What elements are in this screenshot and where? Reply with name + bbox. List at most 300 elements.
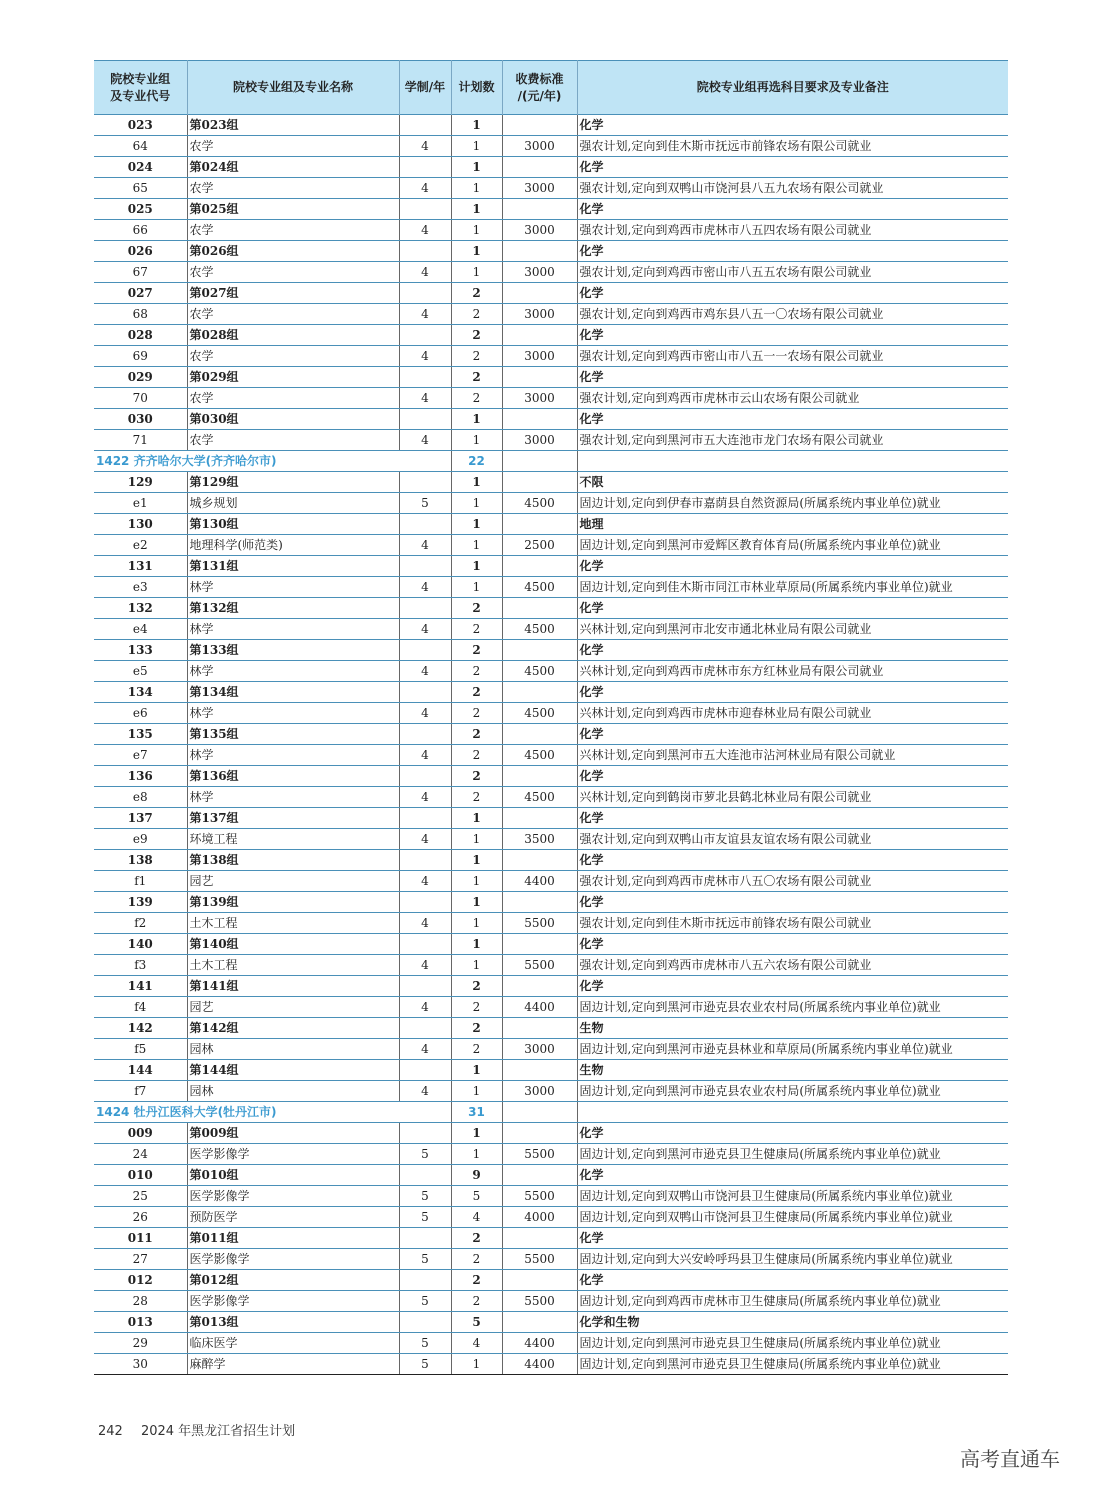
name-cell: 第013组 — [187, 1312, 399, 1333]
major-row — [94, 535, 1008, 556]
plan-cell: 1 — [451, 514, 502, 535]
years-cell: 5 — [399, 1291, 451, 1312]
school-plan-total: 31 — [451, 1102, 502, 1123]
name-cell: 第133组 — [187, 640, 399, 661]
group-row — [94, 934, 1008, 955]
name-cell: 林学 — [187, 577, 399, 598]
fee-cell — [502, 115, 577, 136]
note-cell: 固边计划,定向到黑河市逊克县农业农村局(所属系统内事业单位)就业 — [577, 997, 1008, 1018]
note-cell: 强农计划,定向到双鸭山市饶河县八五九农场有限公司就业 — [577, 178, 1008, 199]
plan-cell: 2 — [451, 640, 502, 661]
name-cell: 第023组 — [187, 115, 399, 136]
major-row — [94, 787, 1008, 808]
note-cell: 化学 — [577, 724, 1008, 745]
name-cell: 第012组 — [187, 1270, 399, 1291]
name-cell: 林学 — [187, 703, 399, 724]
major-row — [94, 136, 1008, 157]
code-cell: 027 — [94, 283, 187, 304]
plan-cell: 2 — [451, 1270, 502, 1291]
fee-cell — [502, 325, 577, 346]
years-cell: 4 — [399, 829, 451, 850]
fee-cell — [502, 556, 577, 577]
note-cell: 强农计划,定向到鸡西市鸡东县八五一〇农场有限公司就业 — [577, 304, 1008, 325]
name-cell: 第131组 — [187, 556, 399, 577]
plan-cell: 2 — [451, 304, 502, 325]
code-cell: 009 — [94, 1123, 187, 1144]
group-row — [94, 409, 1008, 430]
code-cell: 25 — [94, 1186, 187, 1207]
note-cell: 强农计划,定向到鸡西市虎林市八五四农场有限公司就业 — [577, 220, 1008, 241]
code-cell: 140 — [94, 934, 187, 955]
note-cell: 固边计划,定向到大兴安岭呼玛县卫生健康局(所属系统内事业单位)就业 — [577, 1249, 1008, 1270]
fee-cell — [502, 808, 577, 829]
code-cell: 30 — [94, 1354, 187, 1375]
code-cell: 67 — [94, 262, 187, 283]
years-cell — [399, 598, 451, 619]
years-cell: 4 — [399, 430, 451, 451]
code-cell: 130 — [94, 514, 187, 535]
years-cell — [399, 409, 451, 430]
fee-cell — [502, 1270, 577, 1291]
years-cell — [399, 514, 451, 535]
school-name: 1422 齐齐哈尔大学(齐齐哈尔市) — [94, 451, 451, 472]
major-row — [94, 304, 1008, 325]
plan-cell: 1 — [451, 871, 502, 892]
years-cell: 4 — [399, 262, 451, 283]
fee-cell — [502, 514, 577, 535]
code-cell: f2 — [94, 913, 187, 934]
fee-cell: 5500 — [502, 1249, 577, 1270]
fee-cell: 3000 — [502, 304, 577, 325]
code-cell: 138 — [94, 850, 187, 871]
major-row — [94, 829, 1008, 850]
code-cell: 142 — [94, 1018, 187, 1039]
empty-cell — [577, 1102, 1008, 1123]
plan-cell: 1 — [451, 1123, 502, 1144]
header-notes: 院校专业组再选科目要求及专业备注 — [577, 61, 1008, 115]
major-row — [94, 997, 1008, 1018]
fee-cell: 4400 — [502, 871, 577, 892]
fee-cell — [502, 766, 577, 787]
name-cell: 第136组 — [187, 766, 399, 787]
name-cell: 第142组 — [187, 1018, 399, 1039]
watermark-text: 高考直通车 — [960, 1447, 1060, 1471]
page-number: 242 — [98, 1424, 123, 1439]
note-cell: 化学 — [577, 640, 1008, 661]
plan-cell: 1 — [451, 178, 502, 199]
plan-cell: 1 — [451, 1144, 502, 1165]
major-row — [94, 661, 1008, 682]
fee-cell: 3000 — [502, 136, 577, 157]
name-cell: 医学影像学 — [187, 1186, 399, 1207]
major-row — [94, 619, 1008, 640]
note-cell: 化学和生物 — [577, 1312, 1008, 1333]
major-row — [94, 1186, 1008, 1207]
fee-cell: 3000 — [502, 220, 577, 241]
plan-cell: 2 — [451, 1018, 502, 1039]
note-cell: 强农计划,定向到黑河市五大连池市龙门农场有限公司就业 — [577, 430, 1008, 451]
years-cell — [399, 367, 451, 388]
plan-cell: 2 — [451, 1039, 502, 1060]
name-cell: 林学 — [187, 787, 399, 808]
fee-cell: 3000 — [502, 1081, 577, 1102]
fee-cell: 3000 — [502, 178, 577, 199]
name-cell: 林学 — [187, 661, 399, 682]
years-cell: 4 — [399, 136, 451, 157]
code-cell: 66 — [94, 220, 187, 241]
group-row — [94, 850, 1008, 871]
fee-cell — [502, 367, 577, 388]
fee-cell — [502, 1018, 577, 1039]
group-row — [94, 1270, 1008, 1291]
name-cell: 临床医学 — [187, 1333, 399, 1354]
years-cell — [399, 283, 451, 304]
fee-cell — [502, 850, 577, 871]
plan-cell: 2 — [451, 976, 502, 997]
major-row — [94, 1039, 1008, 1060]
plan-cell: 2 — [451, 619, 502, 640]
fee-cell: 4500 — [502, 787, 577, 808]
plan-cell: 1 — [451, 136, 502, 157]
note-cell: 固边计划,定向到鸡西市虎林市卫生健康局(所属系统内事业单位)就业 — [577, 1291, 1008, 1312]
years-cell: 4 — [399, 1081, 451, 1102]
fee-cell: 4500 — [502, 661, 577, 682]
plan-cell: 1 — [451, 913, 502, 934]
name-cell: 第029组 — [187, 367, 399, 388]
plan-cell: 1 — [451, 934, 502, 955]
name-cell: 园艺 — [187, 997, 399, 1018]
note-cell: 化学 — [577, 766, 1008, 787]
plan-cell: 2 — [451, 1249, 502, 1270]
code-cell: e4 — [94, 619, 187, 640]
group-row — [94, 766, 1008, 787]
code-cell: 27 — [94, 1249, 187, 1270]
note-cell: 固边计划,定向到黑河市逊克县农业农村局(所属系统内事业单位)就业 — [577, 1081, 1008, 1102]
fee-cell: 3000 — [502, 262, 577, 283]
code-cell: 26 — [94, 1207, 187, 1228]
years-cell — [399, 1165, 451, 1186]
years-cell: 5 — [399, 1186, 451, 1207]
note-cell: 化学 — [577, 367, 1008, 388]
empty-cell — [502, 1102, 577, 1123]
note-cell: 化学 — [577, 283, 1008, 304]
book-title: 2024 年黑龙江省招生计划 — [140, 1424, 296, 1439]
note-cell: 化学 — [577, 976, 1008, 997]
fee-cell — [502, 1123, 577, 1144]
group-row — [94, 472, 1008, 493]
name-cell: 第011组 — [187, 1228, 399, 1249]
name-cell: 第009组 — [187, 1123, 399, 1144]
group-row — [94, 367, 1008, 388]
note-cell: 固边计划,定向到黑河市逊克县卫生健康局(所属系统内事业单位)就业 — [577, 1144, 1008, 1165]
code-cell: 132 — [94, 598, 187, 619]
note-cell: 生物 — [577, 1018, 1008, 1039]
table-header — [94, 61, 1008, 115]
fee-cell: 4400 — [502, 997, 577, 1018]
years-cell — [399, 934, 451, 955]
note-cell: 强农计划,定向到鸡西市虎林市八五〇农场有限公司就业 — [577, 871, 1008, 892]
plan-cell: 4 — [451, 1333, 502, 1354]
group-row — [94, 892, 1008, 913]
plan-cell: 1 — [451, 472, 502, 493]
years-cell: 4 — [399, 388, 451, 409]
code-cell: e3 — [94, 577, 187, 598]
note-cell: 化学 — [577, 1228, 1008, 1249]
plan-cell: 5 — [451, 1186, 502, 1207]
name-cell: 土木工程 — [187, 913, 399, 934]
group-row — [94, 1312, 1008, 1333]
note-cell: 兴林计划,定向到鸡西市虎林市东方红林业局有限公司就业 — [577, 661, 1008, 682]
name-cell: 第137组 — [187, 808, 399, 829]
plan-cell: 2 — [451, 346, 502, 367]
fee-cell: 5500 — [502, 955, 577, 976]
years-cell: 4 — [399, 661, 451, 682]
note-cell: 固边计划,定向到黑河市逊克县卫生健康局(所属系统内事业单位)就业 — [577, 1354, 1008, 1375]
name-cell: 医学影像学 — [187, 1144, 399, 1165]
page-footer — [98, 1420, 309, 1439]
name-cell: 农学 — [187, 136, 399, 157]
code-cell: e1 — [94, 493, 187, 514]
note-cell: 化学 — [577, 892, 1008, 913]
major-row — [94, 871, 1008, 892]
years-cell — [399, 1060, 451, 1081]
years-cell — [399, 808, 451, 829]
group-row — [94, 976, 1008, 997]
plan-cell: 2 — [451, 661, 502, 682]
fee-cell — [502, 1312, 577, 1333]
years-cell: 5 — [399, 493, 451, 514]
code-cell: f4 — [94, 997, 187, 1018]
name-cell: 农学 — [187, 178, 399, 199]
fee-cell — [502, 598, 577, 619]
years-cell — [399, 682, 451, 703]
school-plan-total: 22 — [451, 451, 502, 472]
name-cell: 第026组 — [187, 241, 399, 262]
code-cell: 131 — [94, 556, 187, 577]
code-cell: 144 — [94, 1060, 187, 1081]
note-cell: 化学 — [577, 115, 1008, 136]
major-row — [94, 430, 1008, 451]
code-cell: f1 — [94, 871, 187, 892]
note-cell: 化学 — [577, 556, 1008, 577]
plan-cell: 1 — [451, 850, 502, 871]
years-cell: 4 — [399, 745, 451, 766]
name-cell: 第140组 — [187, 934, 399, 955]
group-row — [94, 556, 1008, 577]
note-cell: 化学 — [577, 1123, 1008, 1144]
name-cell: 第130组 — [187, 514, 399, 535]
years-cell — [399, 199, 451, 220]
years-cell: 4 — [399, 346, 451, 367]
code-cell: e6 — [94, 703, 187, 724]
plan-cell: 2 — [451, 388, 502, 409]
major-row — [94, 178, 1008, 199]
years-cell — [399, 1270, 451, 1291]
fee-cell: 4000 — [502, 1207, 577, 1228]
fee-cell — [502, 892, 577, 913]
fee-cell: 3000 — [502, 346, 577, 367]
fee-cell — [502, 1228, 577, 1249]
code-cell: 69 — [94, 346, 187, 367]
name-cell: 第139组 — [187, 892, 399, 913]
fee-cell: 4500 — [502, 619, 577, 640]
fee-cell — [502, 283, 577, 304]
plan-cell: 1 — [451, 241, 502, 262]
code-cell: 137 — [94, 808, 187, 829]
years-cell — [399, 472, 451, 493]
name-cell: 园林 — [187, 1039, 399, 1060]
name-cell: 农学 — [187, 262, 399, 283]
note-cell: 固边计划,定向到佳木斯市同江市林业草原局(所属系统内事业单位)就业 — [577, 577, 1008, 598]
fee-cell: 4400 — [502, 1354, 577, 1375]
code-cell: 012 — [94, 1270, 187, 1291]
name-cell: 土木工程 — [187, 955, 399, 976]
plan-cell: 2 — [451, 283, 502, 304]
header-fee — [502, 61, 577, 115]
code-cell: 24 — [94, 1144, 187, 1165]
header-code — [94, 61, 187, 115]
note-cell: 强农计划,定向到鸡西市密山市八五五农场有限公司就业 — [577, 262, 1008, 283]
name-cell: 环境工程 — [187, 829, 399, 850]
group-row — [94, 1018, 1008, 1039]
group-row — [94, 724, 1008, 745]
name-cell: 第030组 — [187, 409, 399, 430]
years-cell — [399, 850, 451, 871]
years-cell — [399, 157, 451, 178]
note-cell: 化学 — [577, 598, 1008, 619]
fee-cell — [502, 472, 577, 493]
note-cell: 化学 — [577, 241, 1008, 262]
note-cell: 不限 — [577, 472, 1008, 493]
fee-cell — [502, 409, 577, 430]
code-cell: e2 — [94, 535, 187, 556]
group-row — [94, 283, 1008, 304]
note-cell: 化学 — [577, 934, 1008, 955]
code-cell: 025 — [94, 199, 187, 220]
fee-cell: 5500 — [502, 1186, 577, 1207]
name-cell: 第134组 — [187, 682, 399, 703]
group-row — [94, 1228, 1008, 1249]
years-cell — [399, 241, 451, 262]
code-cell: 010 — [94, 1165, 187, 1186]
code-cell: 135 — [94, 724, 187, 745]
group-row — [94, 157, 1008, 178]
name-cell: 园林 — [187, 1081, 399, 1102]
fee-cell: 5500 — [502, 913, 577, 934]
plan-cell: 1 — [451, 1081, 502, 1102]
plan-cell: 2 — [451, 682, 502, 703]
major-row — [94, 955, 1008, 976]
code-cell: 026 — [94, 241, 187, 262]
code-cell: e8 — [94, 787, 187, 808]
code-cell: f3 — [94, 955, 187, 976]
group-row — [94, 199, 1008, 220]
code-cell: 71 — [94, 430, 187, 451]
group-row — [94, 598, 1008, 619]
years-cell: 4 — [399, 913, 451, 934]
years-cell: 4 — [399, 1039, 451, 1060]
name-cell: 第024组 — [187, 157, 399, 178]
note-cell: 化学 — [577, 1165, 1008, 1186]
note-cell: 兴林计划,定向到黑河市五大连池市沾河林业局有限公司就业 — [577, 745, 1008, 766]
major-row — [94, 1144, 1008, 1165]
years-cell: 4 — [399, 577, 451, 598]
name-cell: 第129组 — [187, 472, 399, 493]
note-cell: 化学 — [577, 682, 1008, 703]
major-row — [94, 745, 1008, 766]
note-cell: 化学 — [577, 199, 1008, 220]
code-cell: 133 — [94, 640, 187, 661]
note-cell: 地理 — [577, 514, 1008, 535]
major-row — [94, 1291, 1008, 1312]
name-cell: 第027组 — [187, 283, 399, 304]
name-cell: 农学 — [187, 220, 399, 241]
note-cell: 强农计划,定向到双鸭山市友谊县友谊农场有限公司就业 — [577, 829, 1008, 850]
note-cell: 生物 — [577, 1060, 1008, 1081]
years-cell — [399, 115, 451, 136]
plan-cell: 1 — [451, 493, 502, 514]
fee-cell: 5500 — [502, 1291, 577, 1312]
fee-cell: 5500 — [502, 1144, 577, 1165]
years-cell — [399, 325, 451, 346]
plan-cell: 1 — [451, 1354, 502, 1375]
name-cell: 第132组 — [187, 598, 399, 619]
header-plan: 计划数 — [451, 61, 502, 115]
name-cell: 农学 — [187, 304, 399, 325]
fee-cell — [502, 241, 577, 262]
name-cell: 林学 — [187, 745, 399, 766]
code-cell: e9 — [94, 829, 187, 850]
note-cell: 固边计划,定向到黑河市逊克县林业和草原局(所属系统内事业单位)就业 — [577, 1039, 1008, 1060]
major-row — [94, 220, 1008, 241]
group-row — [94, 115, 1008, 136]
note-cell: 固边计划,定向到双鸭山市饶河县卫生健康局(所属系统内事业单位)就业 — [577, 1186, 1008, 1207]
name-cell: 医学影像学 — [187, 1249, 399, 1270]
major-row — [94, 1354, 1008, 1375]
admission-plan-table — [94, 60, 1008, 1375]
code-cell: 023 — [94, 115, 187, 136]
major-row — [94, 346, 1008, 367]
note-cell: 兴林计划,定向到黑河市北安市通北林业局有限公司就业 — [577, 619, 1008, 640]
code-cell: 134 — [94, 682, 187, 703]
empty-cell — [502, 451, 577, 472]
major-row — [94, 1249, 1008, 1270]
years-cell — [399, 556, 451, 577]
table-body — [94, 115, 1008, 1375]
name-cell: 第138组 — [187, 850, 399, 871]
major-row — [94, 388, 1008, 409]
years-cell — [399, 1123, 451, 1144]
header-years: 学制/年 — [399, 61, 451, 115]
years-cell: 4 — [399, 787, 451, 808]
plan-cell: 1 — [451, 892, 502, 913]
name-cell: 农学 — [187, 430, 399, 451]
code-cell: 028 — [94, 325, 187, 346]
group-row — [94, 514, 1008, 535]
years-cell: 5 — [399, 1144, 451, 1165]
plan-cell: 1 — [451, 430, 502, 451]
plan-cell: 1 — [451, 556, 502, 577]
plan-cell: 1 — [451, 409, 502, 430]
major-row — [94, 1333, 1008, 1354]
note-cell: 强农计划,定向到佳木斯市抚远市前锋农场有限公司就业 — [577, 136, 1008, 157]
fee-cell — [502, 934, 577, 955]
group-row — [94, 640, 1008, 661]
fee-cell: 3000 — [502, 1039, 577, 1060]
years-cell — [399, 640, 451, 661]
name-cell: 医学影像学 — [187, 1291, 399, 1312]
group-row — [94, 325, 1008, 346]
